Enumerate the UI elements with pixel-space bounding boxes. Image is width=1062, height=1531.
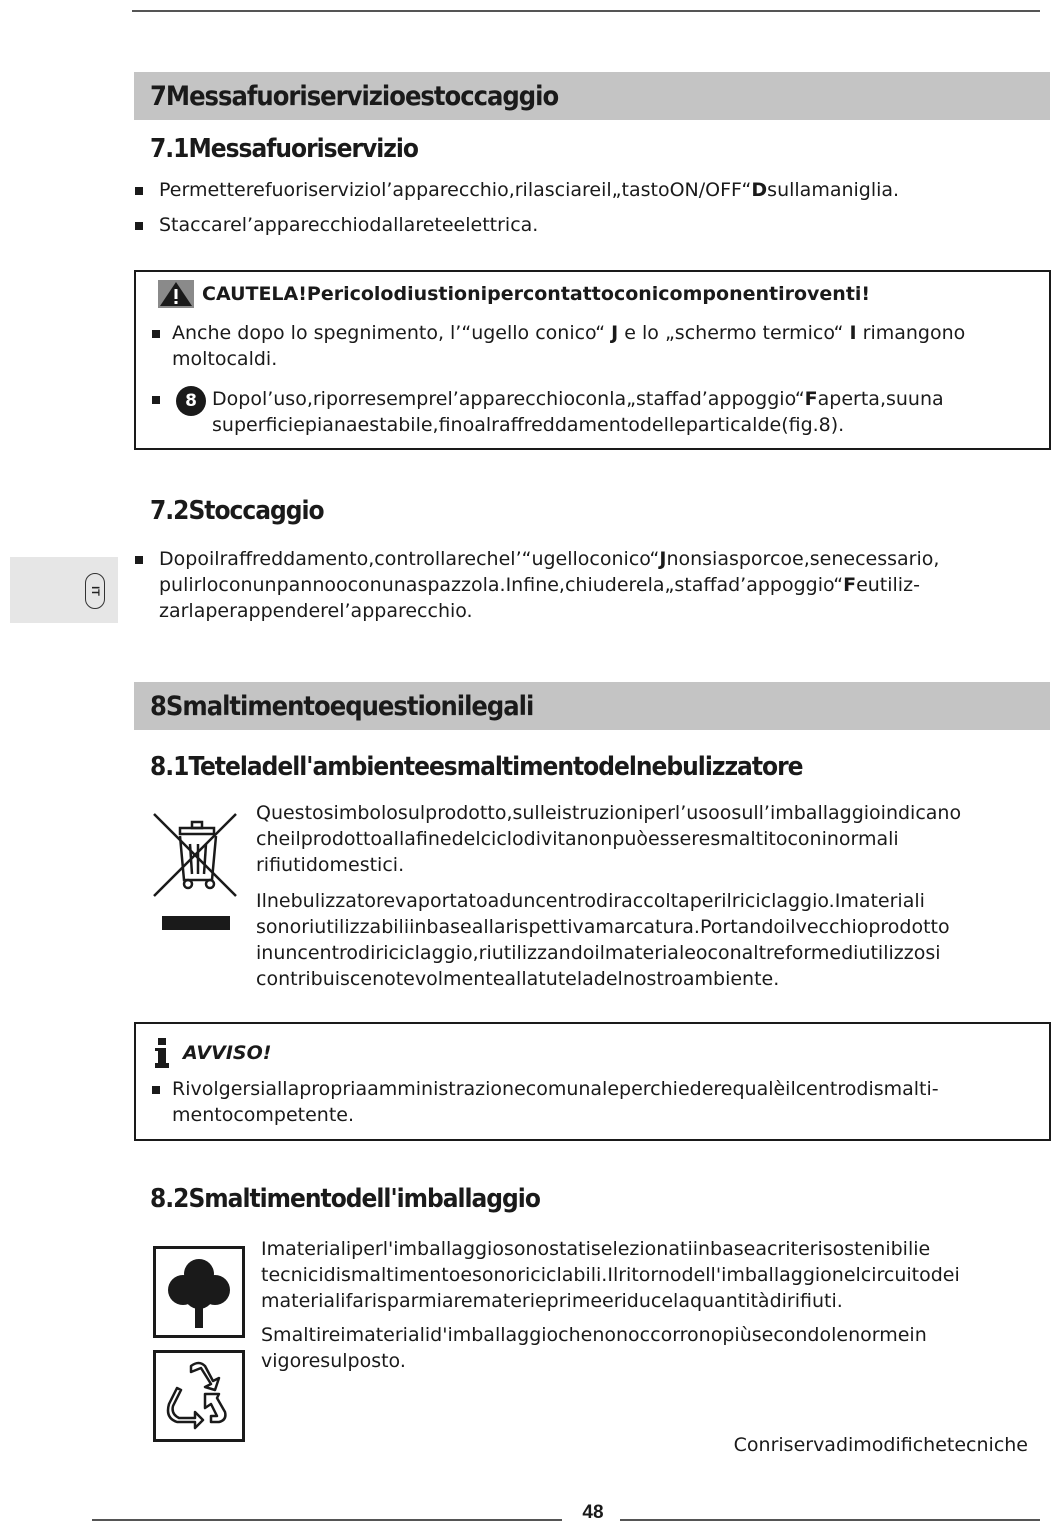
language-badge: IT xyxy=(85,573,105,609)
packaging-paragraph-1: Imaterialiperl'imballaggiosonostatiselezionatiinbaseacriterisostenibilie tecnicidismaltimentoesonoriciclabili.Ilritornodell'imballaggionelcircuitodei materialifarisparmiarematerieprimeeriducelaquantitàdirifiuti. xyxy=(261,1238,960,1312)
recycle-icon xyxy=(153,1350,245,1442)
bullet-icon xyxy=(135,556,143,564)
bullet-icon xyxy=(152,330,160,338)
top-rule xyxy=(132,10,1040,12)
section-7-header xyxy=(134,72,1050,120)
info-icon xyxy=(155,1038,169,1068)
weee-bin-icon xyxy=(150,810,240,938)
list-item: 8 Dopol’uso,riporresemprel’apparecchioconla„staffad’appoggio“Faperta,suuna superficiepianaestabile,finoalraffreddamentodelleparticalde(fig.8). xyxy=(152,386,972,438)
notice-header xyxy=(155,1038,271,1068)
section-8-title: 8Smaltimentoequestionilegali xyxy=(150,690,534,722)
bullet-icon xyxy=(135,187,143,195)
weee-paragraph-1: Questosimbolosulprodotto,sulleistruzioniperl’usoosull’imballaggioindicano cheilprodottoallafinedelciclodivitanonpuòesseresmaltitoconinormali rifiutidomestici. xyxy=(256,802,962,876)
figure-badge: 8 xyxy=(176,386,206,416)
subsection-8-2-title: 8.2Smaltimentodell'imballaggio xyxy=(150,1184,540,1214)
subsection-7-2-title: 7.2Stoccaggio xyxy=(150,496,324,526)
footer-rule-right xyxy=(620,1519,1040,1521)
bullet-icon xyxy=(152,396,160,404)
list-item: Anche dopo lo spegnimento, l’“ugello conico“ J e lo „schermo termico“ I rimangono moltocaldi. xyxy=(152,320,1022,372)
weee-paragraph-2: Ilnebulizzatorevaportatoaduncentrodiraccoltaperilriciclaggio.Imateriali sonoriutilizzabiliinbaseallarispettivamarcatura.Portandoilvecchioprodotto inuncentrodiriciclaggio,riutilizzandoilmaterialeoconaltreformediutilizzosi contribuiscenotevolmenteallatuteladelnostroambiente. xyxy=(256,890,950,990)
list-item: Staccarel’apparecchiodallareteelettrica. xyxy=(135,212,1015,238)
section-7-title: 7Messafuoriservizioestoccaggio xyxy=(150,80,559,112)
subsection-8-1-title: 8.1Teteladell'ambienteesmaltimentodelnebulizzatore xyxy=(150,752,803,782)
list-item: Rivolgersiallapropriaamministrazionecomunaleperchiederequalèilcentrodismaltimentocompetente. xyxy=(152,1076,982,1128)
list-item: Permetterefuoriserviziol’apparecchio,rilasciareil„tastoON/OFF“Dsullamaniglia. xyxy=(135,177,1015,203)
caution-heading: CAUTELA!Pericolodiustionipercontattoconicomponentiroventi! xyxy=(202,283,871,305)
list-item: Dopoilraffreddamento,controllarechel’“ugelloconico“Jnonsiasporcoe,senecessario, pulirloconunpannooconunaspazzola.Infine,chiuderela„staffad’appoggio“Feutilizzarlaperappenderel’apparecchio. xyxy=(135,546,985,624)
page-number: 48 xyxy=(582,1502,604,1523)
caution-header xyxy=(158,280,870,308)
notice-heading: AVVISO! xyxy=(183,1042,272,1064)
section-8-header xyxy=(134,682,1050,730)
subsection-7-1-title: 7.1Messafuoriservizio xyxy=(150,134,418,164)
footer-note: Conriservadimodifichetecniche xyxy=(733,1434,1028,1456)
bullet-icon xyxy=(135,222,143,230)
footer-rule-left xyxy=(92,1519,562,1521)
tree-icon xyxy=(153,1246,245,1338)
bullet-icon xyxy=(152,1086,160,1094)
packaging-paragraph-2: Smaltireimaterialid'imballaggiochenonoccorronopiùsecondolenormein vigoresulposto. xyxy=(261,1324,927,1372)
warning-icon xyxy=(158,280,194,308)
